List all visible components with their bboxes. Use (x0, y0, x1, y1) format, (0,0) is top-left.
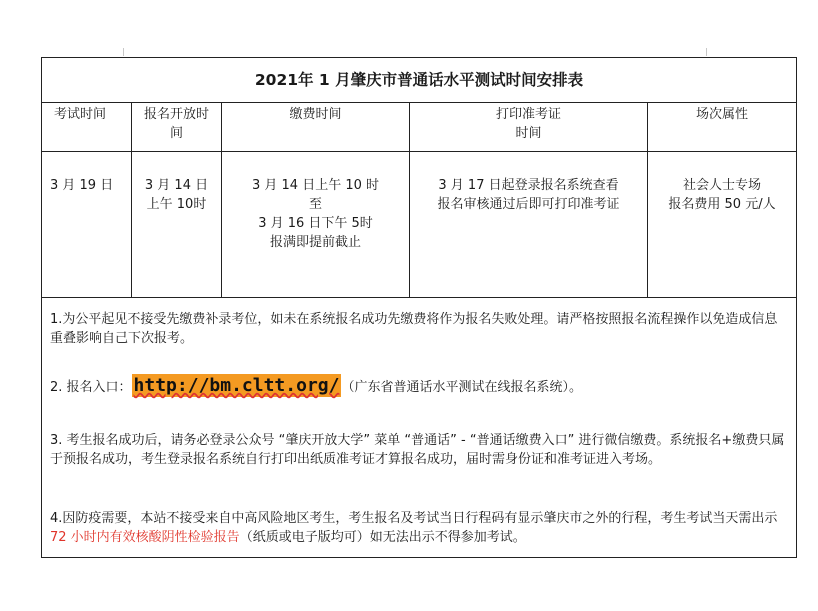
note-1: 1.为公平起见不接受先缴费补录考位，如未在系统报名成功先缴费将作为报名失败处理。请严格按照报名流程操作以免造成信息重叠影响自己下次报考。 (50, 312, 778, 346)
cell-session-name: 社会人士专场 (682, 178, 761, 193)
cell-registration-open (132, 152, 222, 298)
note-2-prefix: 2. 报名入口： (50, 380, 132, 395)
table-row (42, 152, 797, 298)
note-4 (50, 509, 788, 547)
header-exam-time: 考试时间 (42, 103, 132, 152)
cell-payment-end: 3 月 16 日下午 5时 (258, 216, 373, 231)
header-print-ticket (410, 103, 648, 152)
note-2 (50, 376, 788, 397)
cell-registration-open-hour: 上午 10时 (146, 197, 207, 212)
cell-print-ticket (410, 152, 648, 298)
header-payment-time: 缴费时间 (222, 103, 410, 152)
header-registration-open-line2: 间 (169, 126, 183, 141)
note-4-text-b: （纸质或电子版均可）如无法出示不得参加考试。 (239, 530, 526, 545)
cell-payment-time (222, 152, 410, 298)
cell-print-ticket-line2: 报名审核通过后即可打印准考证 (437, 197, 620, 212)
cell-payment-start: 3 月 14 日上午 10 时 (251, 178, 380, 193)
cell-registration-open-date: 3 月 14 日 (144, 178, 209, 193)
header-registration-open (132, 103, 222, 152)
note-2-suffix: （广东省普通话水平测试在线报名系统）。 (341, 380, 582, 395)
cell-session-fee: 报名费用 50 元/人 (668, 197, 776, 212)
cell-payment-to: 至 (308, 197, 322, 212)
cell-payment-cutoff: 报满即提前截止 (269, 235, 361, 250)
table-title: 2021年 1 月肇庆市普通话水平测试时间安排表 (42, 58, 797, 103)
cell-print-ticket-line1: 3 月 17 日起登录报名系统查看 (438, 178, 619, 193)
note-4-highlight: 72 小时内有效核酸阴性检验报告 (50, 530, 240, 545)
notes-cell (42, 298, 797, 558)
registration-link[interactable]: http://bm.cltt.org/ (133, 375, 340, 396)
cell-exam-time: 3 月 19 日 (42, 152, 132, 298)
page-corner-mark-right (706, 48, 707, 56)
header-row (42, 103, 797, 152)
page-corner-mark-left (123, 48, 124, 56)
schedule-table (41, 57, 797, 558)
header-print-ticket-line1: 打印准考证 (495, 107, 561, 122)
header-session-type: 场次属性 (648, 103, 797, 152)
header-print-ticket-line2: 时间 (515, 126, 542, 141)
cell-session-type (648, 152, 797, 298)
note-4-text-a: 4.因防疫需要，本站不接受来自中高风险地区考生，考生报名及考试当日行程码有显示肇庆市之外的行程，考生考试当天需出示 (50, 511, 778, 526)
header-registration-open-line1: 报名开放时 (143, 107, 209, 122)
note-3: 3. 考生报名成功后，请务必登录公众号 “肇庆开放大学” 菜单 “普通话” - “普通话缴费入口” 进行微信缴费。系统报名+缴费只属于预报名成功，考生登录报名系统自行打印出纸质准考证才算报名成功，届时需身份证和准考证进入考场。 (50, 433, 785, 467)
